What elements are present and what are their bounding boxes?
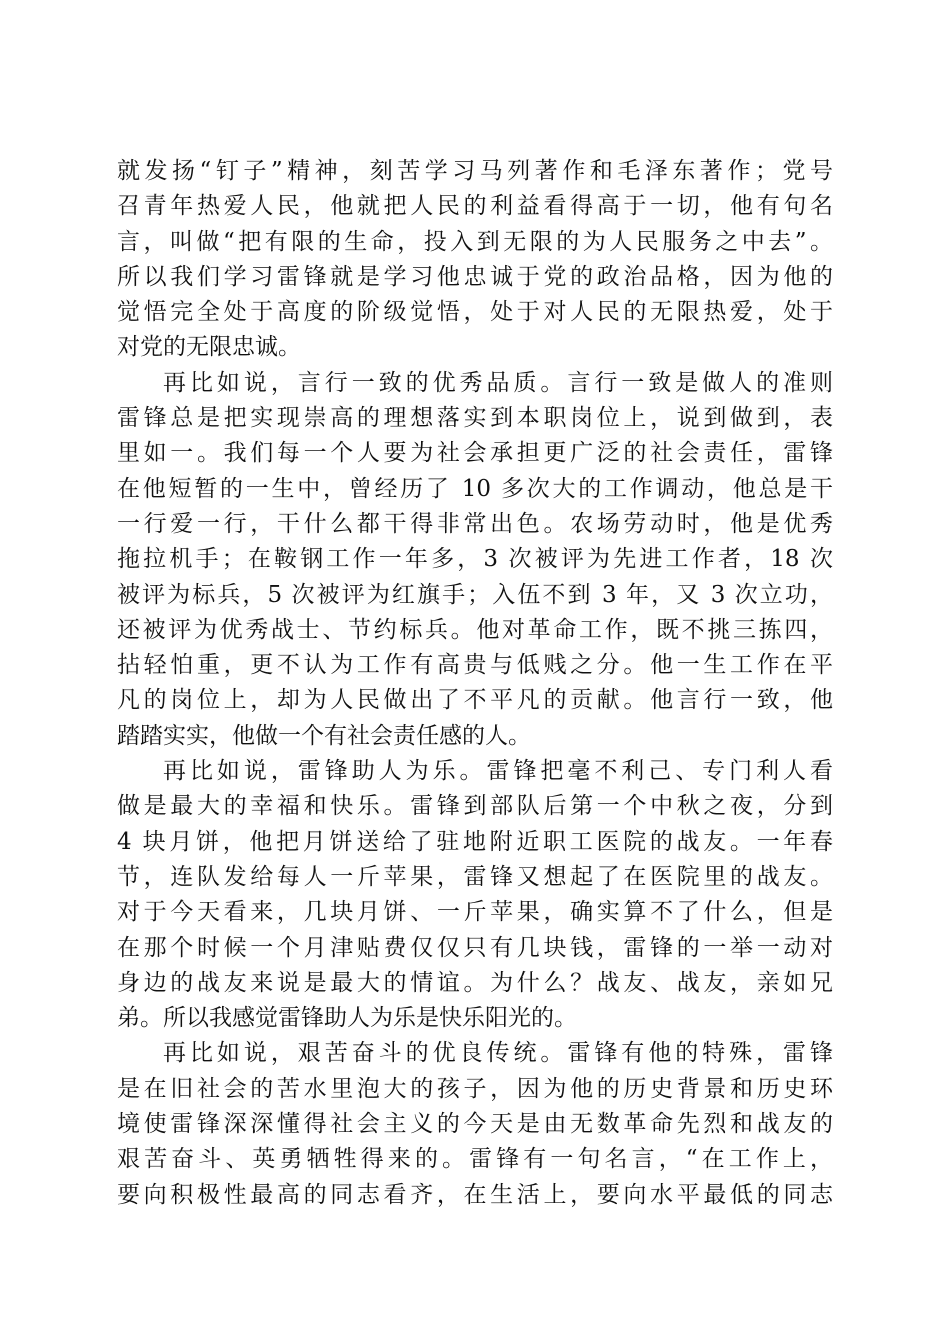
text-line: 再比如说，艰苦奋斗的优良传统。雷锋有他的特殊，雷锋	[163, 1040, 833, 1067]
text-line: 觉悟完全处于高度的阶级觉悟，处于对人民的无限热爱，处于	[117, 299, 833, 326]
document-body-text	[117, 154, 833, 1213]
text-line: 艰苦奋斗、英勇牺牲得来的。雷锋有一句名言，“在工作上，	[117, 1146, 833, 1173]
text-line: 被评为标兵，5 次被评为红旗手；入伍不到 3 年，又 3 次立功，	[117, 581, 833, 608]
text-line: 所以我们学习雷锋就是学习他忠诚于党的政治品格，因为他的	[117, 263, 833, 290]
text-line: 召青年热爱人民，他就把人民的利益看得高于一切，他有句名	[117, 193, 833, 220]
text-line: 拈轻怕重，更不认为工作有高贵与低贱之分。他一生工作在平	[117, 652, 833, 679]
text-line: 言，叫做“把有限的生命，投入到无限的为人民服务之中去”。	[117, 228, 833, 255]
text-line: 节，连队发给每人一斤苹果，雷锋又想起了在医院里的战友。	[117, 863, 833, 890]
text-line: 凡的岗位上，却为人民做出了不平凡的贡献。他言行一致，他	[117, 687, 833, 714]
text-line: 再比如说，言行一致的优秀品质。言行一致是做人的准则	[163, 369, 833, 396]
text-line: 拖拉机手；在鞍钢工作一年多，3 次被评为先进工作者，18 次	[117, 546, 833, 573]
text-line: 做是最大的幸福和快乐。雷锋到部队后第一个中秋之夜，分到	[117, 793, 833, 820]
text-line: 对于今天看来，几块月饼、一斤苹果，确实算不了什么，但是	[117, 899, 833, 926]
text-line: 还被评为优秀战士、节约标兵。他对革命工作，既不挑三拣四，	[117, 616, 833, 643]
text-line: 在那个时候一个月津贴费仅仅只有几块钱，雷锋的一举一动对	[117, 934, 833, 961]
text-line: 就发扬“钉子”精神，刻苦学习马列著作和毛泽东著作；党号	[117, 158, 833, 184]
text-line: 雷锋总是把实现崇高的理想落实到本职岗位上，说到做到，表	[117, 405, 833, 432]
text-line: 一行爱一行，干什么都干得非常出色。农场劳动时，他是优秀	[117, 510, 833, 537]
text-line: 身边的战友来说是最大的情谊。为什么？战友、战友，亲如兄	[117, 969, 833, 996]
text-line: 里如一。我们每一个人要为社会承担更广泛的社会责任，雷锋	[117, 440, 833, 467]
text-line: 4 块月饼，他把月饼送给了驻地附近职工医院的战友。一年春	[117, 828, 833, 855]
text-line: 要向积极性最高的同志看齐，在生活上，要向水平最低的同志	[117, 1181, 833, 1208]
text-line: 踏踏实实，他做一个有社会责任感的人。	[117, 722, 531, 749]
text-line: 是在旧社会的苦水里泡大的孩子，因为他的历史背景和历史环	[117, 1075, 833, 1102]
text-line: 再比如说，雷锋助人为乐。雷锋把毫不利己、专门利人看	[163, 758, 833, 785]
text-line: 在他短暂的一生中，曾经历了 10 多次大的工作调动，他总是干	[117, 475, 833, 502]
text-line: 对党的无限忠诚。	[117, 334, 301, 361]
text-line: 境使雷锋深深懂得社会主义的今天是由无数革命先烈和战友的	[117, 1111, 833, 1138]
text-line: 弟。所以我感觉雷锋助人为乐是快乐阳光的。	[117, 1005, 577, 1032]
